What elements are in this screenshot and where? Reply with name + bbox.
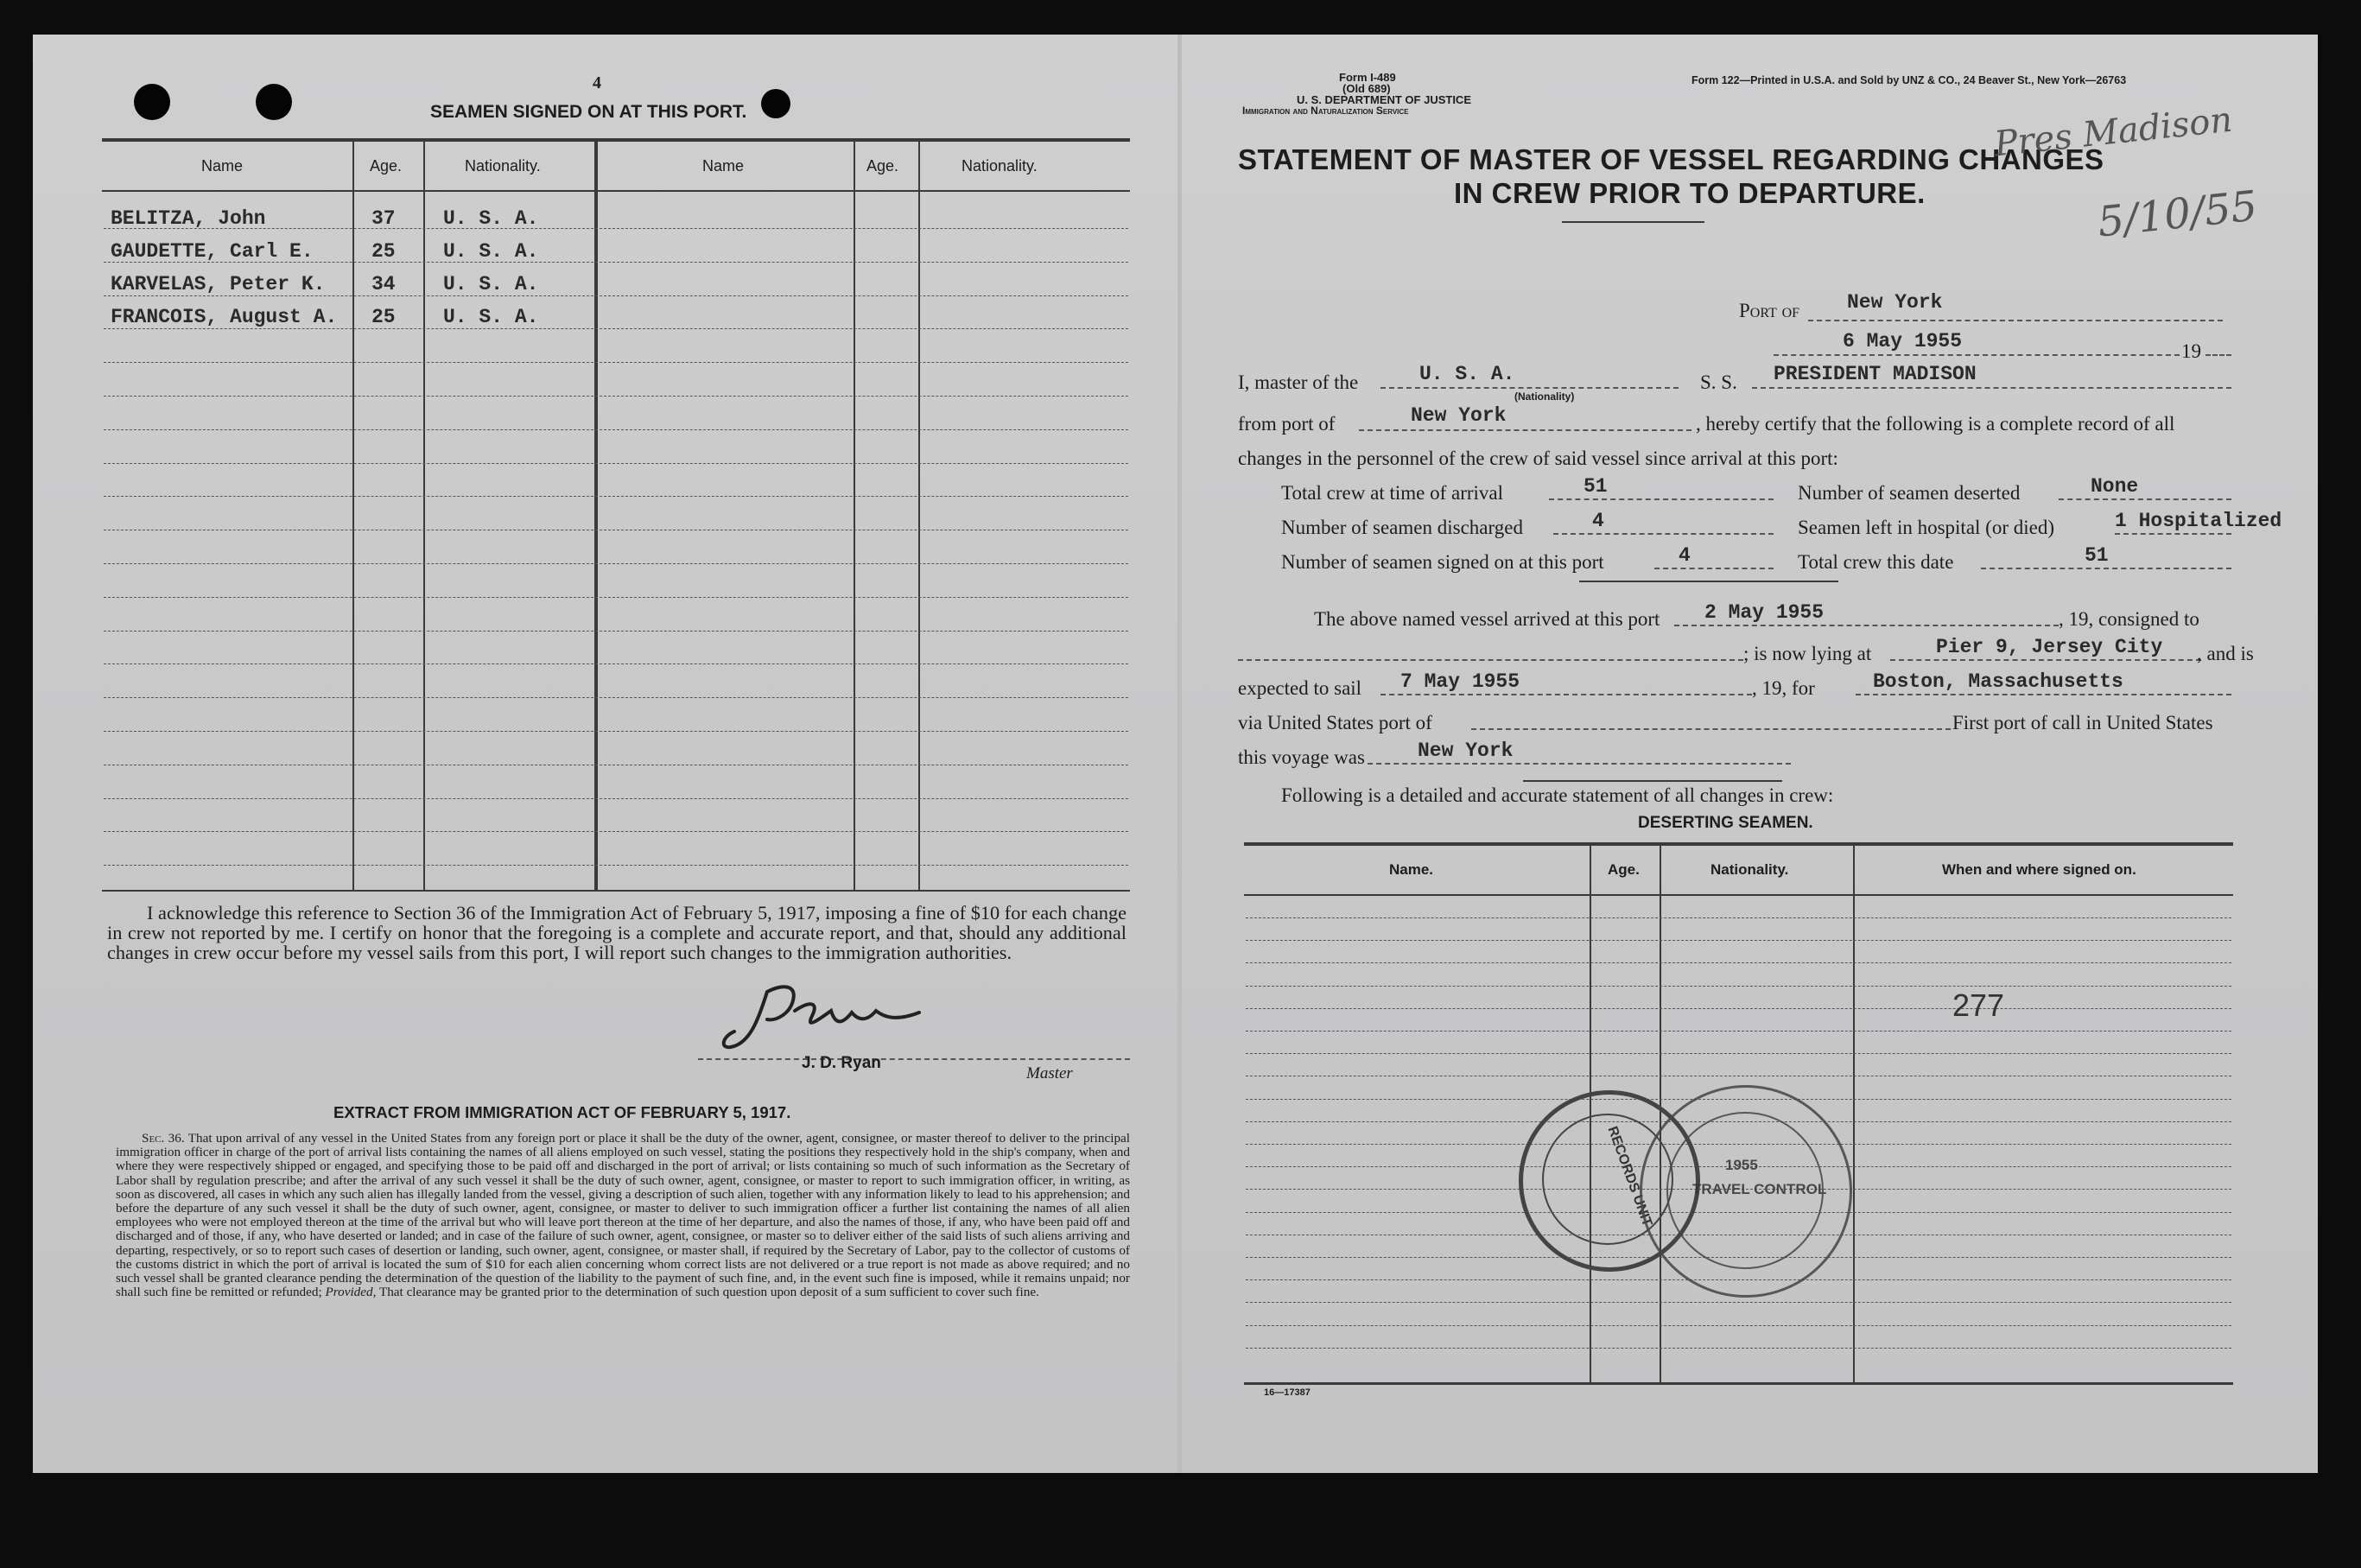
footer-code: 16—17387 bbox=[1264, 1387, 1311, 1398]
form-old-number: (Old 689) bbox=[1342, 82, 1391, 95]
table-row-age: 25 bbox=[371, 306, 396, 328]
signed-on-label: Number of seamen signed on at this port bbox=[1281, 551, 1604, 573]
voyage-label: this voyage was bbox=[1238, 746, 1365, 768]
following-text: Following is a detailed and accurate statement of all changes in crew: bbox=[1281, 784, 1834, 806]
arrived-value: 2 May 1955 bbox=[1704, 601, 1825, 624]
column-header-age-2: Age. bbox=[866, 157, 899, 175]
year-line bbox=[2206, 354, 2231, 356]
extract-section: Sec. 36. bbox=[142, 1131, 185, 1146]
table-row-line bbox=[104, 831, 1128, 832]
table-row-line bbox=[104, 563, 1128, 564]
signature bbox=[715, 976, 1026, 1058]
table-row-name: KARVELAS, Peter K. bbox=[111, 273, 326, 295]
deserting-header-nationality: Nationality. bbox=[1710, 861, 1789, 878]
discharged-line bbox=[1553, 533, 1774, 535]
stamped-number: 277 bbox=[1952, 987, 2005, 1023]
from-port-line bbox=[1359, 429, 1691, 431]
table-row-line bbox=[104, 362, 1128, 363]
signature-role: Master bbox=[1026, 1064, 1073, 1082]
table-col-divider bbox=[423, 140, 425, 890]
extract-title: EXTRACT FROM IMMIGRATION ACT OF FEBRUARY 5, 1917. bbox=[333, 1103, 791, 1121]
acknowledgement-text: I acknowledge this reference to Section 36 of the Immigration Act of February 5, 1917, imposing a fine of $10 for each change in crew not reported by me. I certify on honor that the foregoing is a complete and accurate report, and that, should any additional changes in crew occur before my vessel sails from this port, I will report such changes to the immigration authorities. bbox=[107, 902, 1127, 963]
table-row-line bbox=[1246, 940, 2231, 941]
table-row-line bbox=[1246, 1008, 2231, 1009]
table-row-nationality: U. S. A. bbox=[443, 207, 539, 230]
deserting-header-name: Name. bbox=[1389, 861, 1434, 878]
and-is-label: , and is bbox=[2197, 643, 2254, 664]
table-col-divider bbox=[854, 140, 855, 890]
port-value: New York bbox=[1847, 291, 1943, 314]
hospital-value: 1 Hospitalized bbox=[2115, 510, 2282, 532]
punch-hole bbox=[256, 84, 292, 120]
port-line bbox=[1808, 320, 2223, 321]
table-row-line bbox=[1246, 1053, 2231, 1054]
hospital-line bbox=[2115, 533, 2231, 535]
date-value: 6 May 1955 bbox=[1843, 330, 1963, 352]
printer-note: Form 122—Printed in U.S.A. and Sold by UNZ & CO., 24 Beaver St., New York—26763 bbox=[1691, 74, 2127, 86]
table-row-line bbox=[104, 663, 1128, 664]
department: U. S. DEPARTMENT OF JUSTICE bbox=[1297, 93, 1471, 106]
deserted-label: Number of seamen deserted bbox=[1798, 482, 2021, 504]
records-unit-stamp-text: RECORDS UNIT bbox=[1604, 1124, 1655, 1228]
signed-on-line bbox=[1654, 568, 1774, 569]
deserted-line bbox=[2059, 498, 2231, 500]
voyage-line bbox=[1368, 763, 1791, 765]
signature-name: J. D. Ryan bbox=[802, 1054, 881, 1072]
deserting-table-bottom bbox=[1244, 1382, 2233, 1385]
table-row-line bbox=[1246, 917, 2231, 918]
punch-hole bbox=[134, 84, 170, 120]
travel-control-stamp-text: TRAVEL CONTROL bbox=[1692, 1181, 1827, 1197]
section-rule bbox=[1523, 780, 1782, 782]
table-row-name: FRANCOIS, August A. bbox=[111, 306, 338, 328]
table-row-line bbox=[1246, 1031, 2231, 1032]
from-port-label: from port of bbox=[1238, 413, 1336, 435]
vessel-line bbox=[1752, 387, 2231, 389]
consigned-label: , 19, consigned to bbox=[2059, 608, 2199, 630]
table-col-divider bbox=[352, 140, 354, 890]
nationality-caption: (Nationality) bbox=[1514, 390, 1575, 403]
form-title-line1: STATEMENT OF MASTER OF VESSEL REGARDING CHANGES bbox=[1238, 143, 2104, 175]
deserting-header-when-where: When and where signed on. bbox=[1942, 861, 2136, 878]
discharged-label: Number of seamen discharged bbox=[1281, 517, 1523, 538]
deserting-heading: DESERTING SEAMEN. bbox=[1638, 814, 1813, 832]
expected-value: 7 May 1955 bbox=[1400, 670, 1520, 693]
table-row-line bbox=[104, 798, 1128, 799]
handwritten-ship: Pres Madison bbox=[1992, 99, 2235, 165]
punch-hole bbox=[761, 89, 790, 118]
consignee-line bbox=[1238, 659, 1743, 661]
table-row-line bbox=[104, 697, 1128, 698]
handwritten-date: 5/10/55 bbox=[2095, 181, 2260, 247]
table-row-line bbox=[104, 597, 1128, 598]
table-row-line bbox=[104, 865, 1128, 866]
table-row-name: BELITZA, John bbox=[111, 207, 266, 230]
table-row-line bbox=[104, 631, 1128, 632]
arrived-line bbox=[1674, 625, 2059, 626]
column-header-name-2: Name bbox=[702, 157, 745, 175]
table-row-line bbox=[1246, 1348, 2231, 1349]
total-crew-date-label: Total crew this date bbox=[1798, 551, 1954, 573]
destination-line bbox=[1856, 694, 2231, 695]
table-row-line bbox=[1246, 962, 2231, 963]
via-label: via United States port of bbox=[1238, 712, 1432, 733]
table-row-line bbox=[104, 429, 1128, 430]
document-sheet bbox=[33, 35, 2318, 1473]
first-port-label: First port of call in United States bbox=[1952, 712, 2213, 733]
certify-text: , hereby certify that the following is a complete record of all bbox=[1696, 413, 2175, 435]
date-year-prefix: 19 bbox=[2181, 340, 2201, 362]
table-row-line bbox=[104, 328, 1128, 329]
arrived-label: The above named vessel arrived at this port bbox=[1314, 608, 1660, 630]
deserted-value: None bbox=[2091, 475, 2139, 498]
signature-line bbox=[698, 1058, 1130, 1060]
table-row-nationality: U. S. A. bbox=[443, 240, 539, 263]
deserting-table-header-rule bbox=[1244, 894, 2233, 896]
expected-label: expected to sail bbox=[1238, 677, 1362, 699]
extract-text bbox=[116, 1132, 1130, 1299]
page-number: 4 bbox=[593, 73, 601, 92]
table-row-age: 25 bbox=[371, 240, 396, 263]
port-label: Port of bbox=[1739, 300, 1800, 321]
table-row-line bbox=[104, 396, 1128, 397]
counts-underline bbox=[1579, 581, 1838, 582]
form-title-line2: IN CREW PRIOR TO DEPARTURE. bbox=[1454, 177, 1926, 209]
table-row-name: GAUDETTE, Carl E. bbox=[111, 240, 314, 263]
nationality-value: U. S. A. bbox=[1419, 363, 1515, 385]
voyage-value: New York bbox=[1418, 740, 1514, 762]
title-underline bbox=[1562, 221, 1704, 223]
hospital-label: Seamen left in hospital (or died) bbox=[1798, 517, 2055, 538]
table-row-line bbox=[104, 496, 1128, 497]
from-port-value: New York bbox=[1411, 404, 1507, 427]
table-row-nationality: U. S. A. bbox=[443, 306, 539, 328]
table-row-line bbox=[104, 731, 1128, 732]
column-header-name: Name bbox=[201, 157, 244, 175]
destination-value: Boston, Massachusetts bbox=[1873, 670, 2123, 693]
table-row-line bbox=[1246, 1302, 2231, 1303]
expected-line bbox=[1380, 694, 1752, 695]
lying-value: Pier 9, Jersey City bbox=[1936, 636, 2163, 658]
ss-label: S. S. bbox=[1700, 371, 1737, 393]
table-row-age: 37 bbox=[371, 207, 396, 230]
table-header-rule bbox=[102, 190, 1130, 192]
travel-control-stamp bbox=[1640, 1085, 1852, 1298]
table-row-line bbox=[104, 463, 1128, 464]
signed-on-value: 4 bbox=[1679, 544, 1691, 567]
column-header-age: Age. bbox=[370, 157, 403, 175]
total-crew-arrival-value: 51 bbox=[1584, 475, 1608, 498]
lying-line bbox=[1890, 659, 2201, 661]
nationality-line bbox=[1380, 387, 1679, 389]
deserting-header-age: Age. bbox=[1608, 861, 1640, 878]
service: Immigration and Naturalization Service bbox=[1242, 105, 1409, 117]
table-row-line bbox=[1246, 1325, 2231, 1326]
table-row-line bbox=[1246, 986, 2231, 987]
vessel-name: PRESIDENT MADISON bbox=[1774, 363, 1977, 385]
certify-text-2: changes in the personnel of the crew of said vessel since arrival at this port: bbox=[1238, 448, 1838, 469]
table-row-age: 34 bbox=[371, 273, 396, 295]
column-header-nationality-2: Nationality. bbox=[962, 157, 1038, 175]
total-crew-arrival-label: Total crew at time of arrival bbox=[1281, 482, 1504, 504]
total-crew-date-value: 51 bbox=[2085, 544, 2109, 567]
lying-label: ; is now lying at bbox=[1743, 643, 1872, 664]
table-top-rule bbox=[102, 138, 1130, 142]
deserting-table-top bbox=[1244, 842, 2233, 846]
discharged-value: 4 bbox=[1592, 510, 1604, 532]
table-col-divider bbox=[594, 140, 598, 890]
column-header-nationality: Nationality. bbox=[465, 157, 541, 175]
master-label: I, master of the bbox=[1238, 371, 1359, 393]
form-number: Form I-489 bbox=[1339, 71, 1396, 84]
via-line bbox=[1471, 728, 1951, 730]
total-crew-arrival-line bbox=[1549, 498, 1774, 500]
table-col-divider bbox=[918, 140, 920, 890]
total-crew-date-line bbox=[1981, 568, 2231, 569]
table-row-nationality: U. S. A. bbox=[443, 273, 539, 295]
for-label: , 19, for bbox=[1752, 677, 1815, 699]
travel-control-stamp-date: 1955 bbox=[1725, 1157, 1758, 1173]
page-fold bbox=[1177, 35, 1182, 1473]
extract-body: That upon arrival of any vessel in the United States from any foreign port or place it shall be the duty of the owner, agent, consignee, or master thereof to deliver to the principal immigration officer in charge of the port of arrival lists containing the names of all aliens employed on such vessel, stating the positions they respectively hold in the ship's company, when and where they were respectively shipped or engaged, and specifying those to be paid off and discharged in the port of arrival; or lists containing so much of such information as the Secretary of Labor shall by regulation prescribe; and after the arrival of any such vessel it shall be the duty of such owner, agent, consignee, or master to report to such immigration officer, in writing, as soon as discovered, all cases in which any such alien has illegally landed from the vessel, giving a description of such alien, together with any information likely to lead to his apprehension; and before the departure of any such vessel it shall be the duty of such owner, agent, consignee, or master to deliver to such immigration officer a further list containing the names of all alien employees who were not employed thereon at the time of the arrival but who will leave port thereon at the time of her departure, and also the names of those, if any, who have been paid off and discharged and of those, if any, who have deserted or landed; and in case of the failure of such owner, agent, consignee, or master so to deliver either of the said lists of such aliens arriving and departing, respectively, or so to report such cases of desertion or landing, such owner, agent, consignee, or master shall, if required by the Secretary of Labor, pay to the collector of customs of the customs district in which the port of arrival is located the sum of $10 for each alien concerning whom correct lists are not delivered or a true report is not made as above required; and no such vessel shall be granted clearance pending the determination of the question of the liability to the payment of such fine, and, in the event such fine is imposed, while it remains unpaid; nor shall such fine be remitted or refunded; bbox=[116, 1131, 1130, 1300]
extract-tail: That clearance may be granted prior to the determination of such question upon deposit of a sum sufficient to cover such fine. bbox=[378, 1285, 1039, 1300]
table-bottom-rule bbox=[102, 890, 1130, 892]
left-heading: SEAMEN SIGNED ON AT THIS PORT. bbox=[430, 102, 747, 122]
date-line bbox=[1774, 354, 2180, 356]
extract-provided: Provided, bbox=[325, 1285, 377, 1300]
